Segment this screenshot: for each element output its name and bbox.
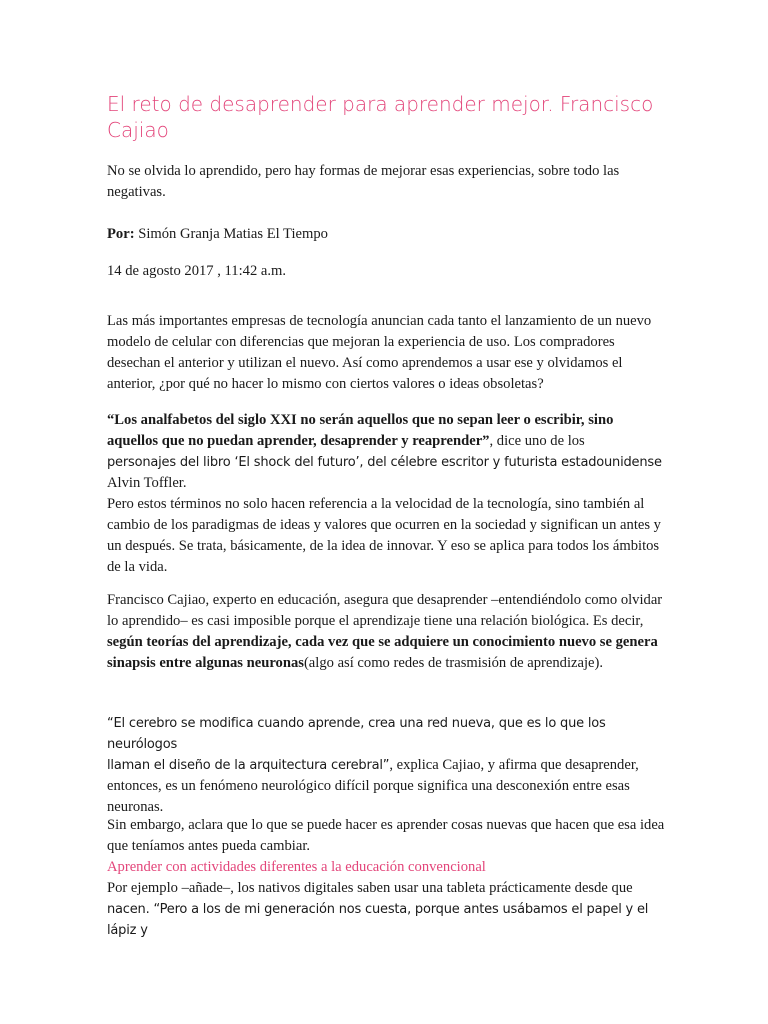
quote-block — [107, 410, 667, 578]
byline-name: Simón Granja Matias El Tiempo — [134, 226, 328, 242]
example-line2: nacen. “Pero a los de mi generación nos cuesta, porque antes usábamos el papel y el lápiz y — [107, 902, 649, 938]
brain-quote-explanation: , explica Cajiao, y afirma que desaprender, entonces, es un fenómeno neurológico difícil porque significa una desconexión entre esas neuronas. — [107, 757, 639, 815]
cajiao-text-start: Francisco Cajiao, experto en educación, asegura que desaprender –entendiéndolo como olvidar lo aprendido– es casi imposible porque el aprendizaje tiene una relación biológica. Es decir, — [107, 592, 663, 629]
quote-attribution-start: , dice uno de los — [489, 433, 585, 449]
brain-quote-line1: “El cerebro se modifica cuando aprende, crea una red nueva, que es lo que los neurólogos — [107, 716, 606, 752]
paragraph-intro: Las más importantes empresas de tecnología anuncian cada tanto el lanzamiento de un nuevo modelo de celular con diferencias que mejoran la experiencia de uso. Los compradores desechan el anterior y utilizan el nuevo. Así como aprendemos a usar ese y olvidamos el anterior, ¿por qué no hacer lo mismo con ciertos valores o ideas obsoletas? — [107, 313, 652, 392]
quote-bold-text: “Los analfabetos del siglo XXI no serán aquellos que no sepan leer o escribir, sino aquellos que no puedan aprender, desaprender y reaprender” — [107, 412, 614, 449]
quote-main — [107, 410, 667, 452]
brain-quote-line2: llaman el diseño de la arquitectura cerebral” — [107, 758, 390, 773]
paragraph-new-learning — [107, 815, 667, 941]
brain-quote-rest — [107, 755, 667, 818]
example-line1: Por ejemplo –añade–, los nativos digitales saben usar una tableta prácticamente desde que — [107, 880, 633, 896]
paragraph-paradigms: Pero estos términos no solo hacen referencia a la velocidad de la tecnología, sino también al cambio de los paradigmas de ideas y valores que ocurren en la sociedad y significan un antes y un después. Se trata, básicamente, de la idea de innovar. Y eso se aplica para todos los ámbitos de la vida. — [107, 496, 661, 575]
byline — [107, 224, 667, 245]
article-title: El reto de desaprender para aprender mejor. Francisco Cajiao — [107, 92, 654, 142]
byline-label: Por: — [107, 226, 135, 242]
article-subtitle: No se olvida lo aprendido, pero hay formas de mejorar esas experiencias, sobre todo las negativas. — [107, 163, 620, 200]
cajiao-text-end: (algo así como redes de trasmisión de aprendizaje). — [303, 655, 603, 671]
paragraph-brain-quote — [107, 713, 667, 818]
quote-author: Alvin Toffler. — [107, 475, 187, 491]
new-learning-text: Sin embargo, aclara que lo que se puede hacer es aprender cosas nuevas que hacen que esa idea que teníamos antes pueda cambiar. — [107, 817, 665, 854]
section-subheading: Aprender con actividades diferentes a la educación convencional — [107, 859, 486, 875]
cajiao-bold-text: según teorías del aprendizaje, cada vez que se adquiere un conocimiento nuevo se genera sinapsis entre algunas neuronas — [107, 634, 658, 671]
publish-date: 14 de agosto 2017 , 11:42 a.m. — [107, 263, 287, 279]
document-page — [107, 0, 667, 1024]
quote-attribution-line: personajes del libro ‘El shock del futuro’, del célebre escritor y futurista estadounidense — [107, 455, 662, 470]
paragraph-cajiao — [107, 590, 667, 674]
